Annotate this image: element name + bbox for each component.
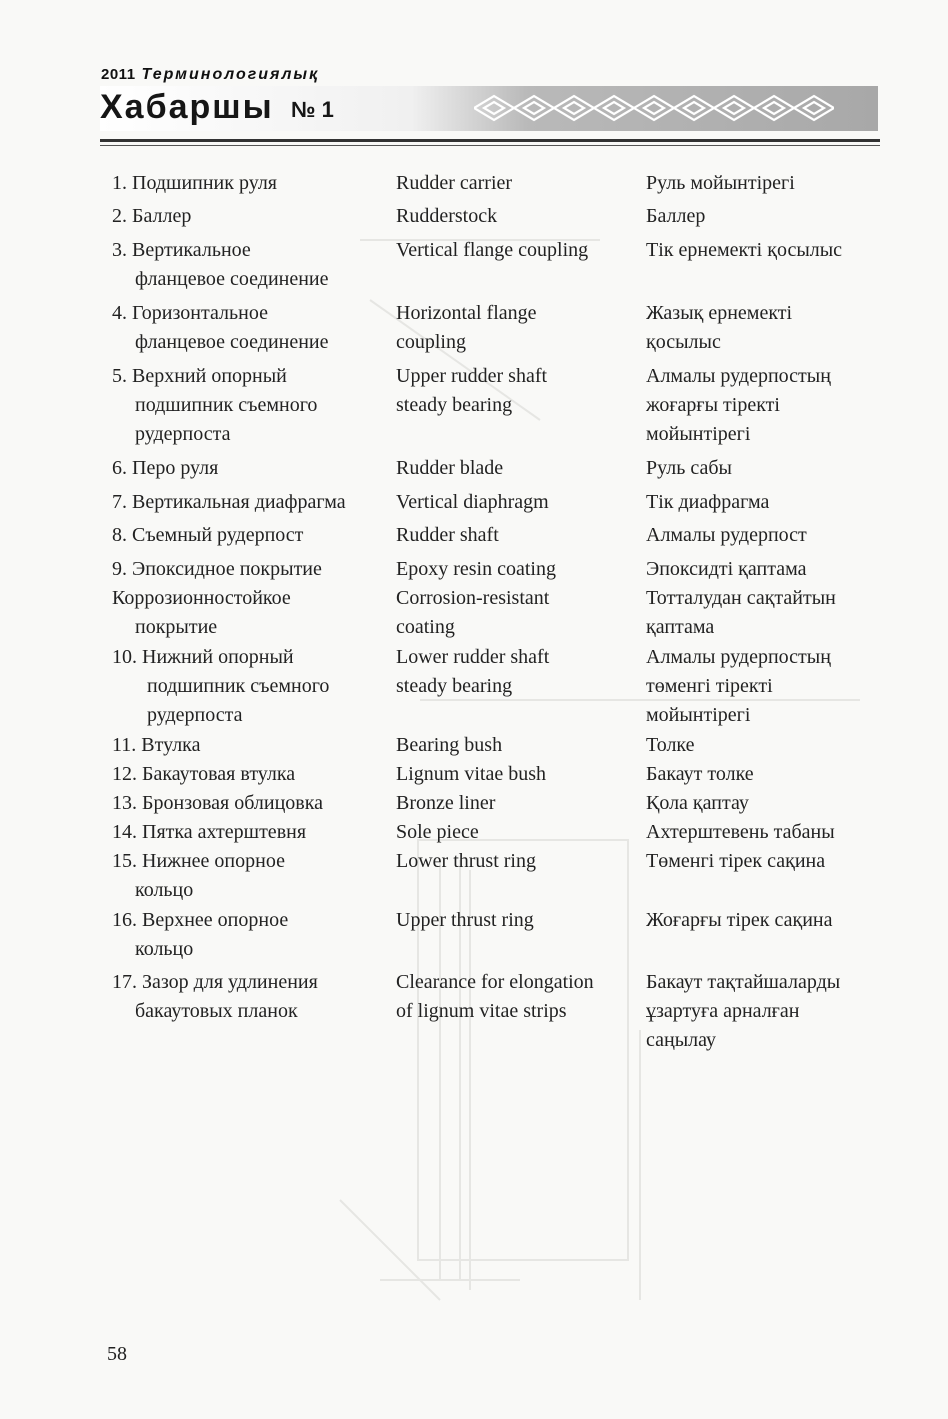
term-kz: Руль сабы [646,457,732,479]
ornament-pattern-icon [474,92,834,124]
term-kz: Бакаут толке [646,763,754,785]
term-kz: Жоғарғы тірек сақина [646,909,833,931]
term-kz: Баллер [646,205,706,227]
header-rule [100,139,880,142]
term-en: Lower rudder shaft steady bearing [396,646,550,697]
term-ru: 6. Перо руля [112,457,219,479]
term-kz: Қола қаптау [646,792,749,814]
term-en: Horizontal flange coupling [396,302,537,353]
term-kz: Жазық ернемекті қосылыс [646,302,793,353]
term-ru: 10. Нижний опорный подшипник съемного рудерпоста [112,646,330,726]
term-en: Upper rudder shaft steady bearing [396,365,548,416]
term-en: Sole piece [396,821,479,843]
term-kz: Төменгі тірек сақина [646,850,826,872]
term-en: Rudder blade [396,457,504,479]
term-en: Bearing bush [396,734,503,756]
term-ru: 17. Зазор для удлинения бакаутовых планок [112,971,318,1022]
term-ru: 3. Вертикальное фланцевое соединение [112,239,329,290]
term-en: Vertical flange coupling [396,239,589,261]
term-ru: 1. Подшипник руля [112,172,278,194]
term-en: Bronze liner [396,792,496,814]
term-ru: 9. Эпоксидное покрытие Коррозионностойкое покрытие [112,558,322,638]
term-en: Clearance for elongation of lignum vitae strips [396,971,594,1022]
term-ru: 15. Нижнее опорное кольцо [112,850,285,901]
term-kz: Тік ернемекті қосылыс [646,239,843,261]
term-en: Rudderstock [396,205,498,227]
term-en: Upper thrust ring [396,909,534,931]
term-kz: Алмалы рудерпостың жоғарғы тіректі мойынтірегі [646,365,831,445]
header-year-line [101,66,319,84]
term-en: Lignum vitae bush [396,763,546,785]
term-kz: Алмалы рудерпостың төменгі тіректі мойынтірегі [646,646,831,726]
term-kz: Толке [646,734,695,756]
term-ru: 14. Пятка ахтерштевня [112,821,307,843]
term-en: Rudder carrier [396,172,513,194]
term-en: Rudder shaft [396,524,499,546]
term-kz: Алмалы рудерпост [646,524,807,546]
header-series: Терминологиялық [141,66,320,83]
term-kz: Тік диафрагма [646,491,770,513]
term-ru: 16. Верхнее опорное кольцо [112,909,289,960]
page-header [0,0,948,160]
header-rule-thin [100,145,880,146]
term-ru: 2. Баллер [112,205,192,227]
header-year: 2011 [101,66,136,83]
term-en: Epoxy resin coating Corrosion-resistant coating [396,558,556,638]
term-ru: 8. Съемный рудерпост [112,524,304,546]
term-ru: 7. Вертикальная диафрагма [112,491,346,513]
term-ru: 11. Втулка [112,734,201,756]
term-ru: 5. Верхний опорный подшипник съемного рудерпоста [112,365,318,445]
term-kz: Ахтерштевень табаны [646,821,835,843]
term-kz: Руль мойынтірегі [646,172,795,194]
term-en: Vertical diaphragm [396,491,549,513]
term-ru: 13. Бронзовая облицовка [112,792,324,814]
term-ru: 4. Горизонтальное фланцевое соединение [112,302,329,353]
term-ru: 12. Бакаутовая втулка [112,763,296,785]
term-kz: Эпоксидті қаптама Тотталудан сақтайтын қаптама [646,558,836,638]
page-number: 58 [107,1343,127,1365]
term-en: Lower thrust ring [396,850,536,872]
header-issue: № 1 [291,97,334,122]
term-kz: Бакаут тақтайшаларды ұзартуға арналған саңылау [646,971,841,1051]
header-title: Хабаршы [100,88,274,126]
